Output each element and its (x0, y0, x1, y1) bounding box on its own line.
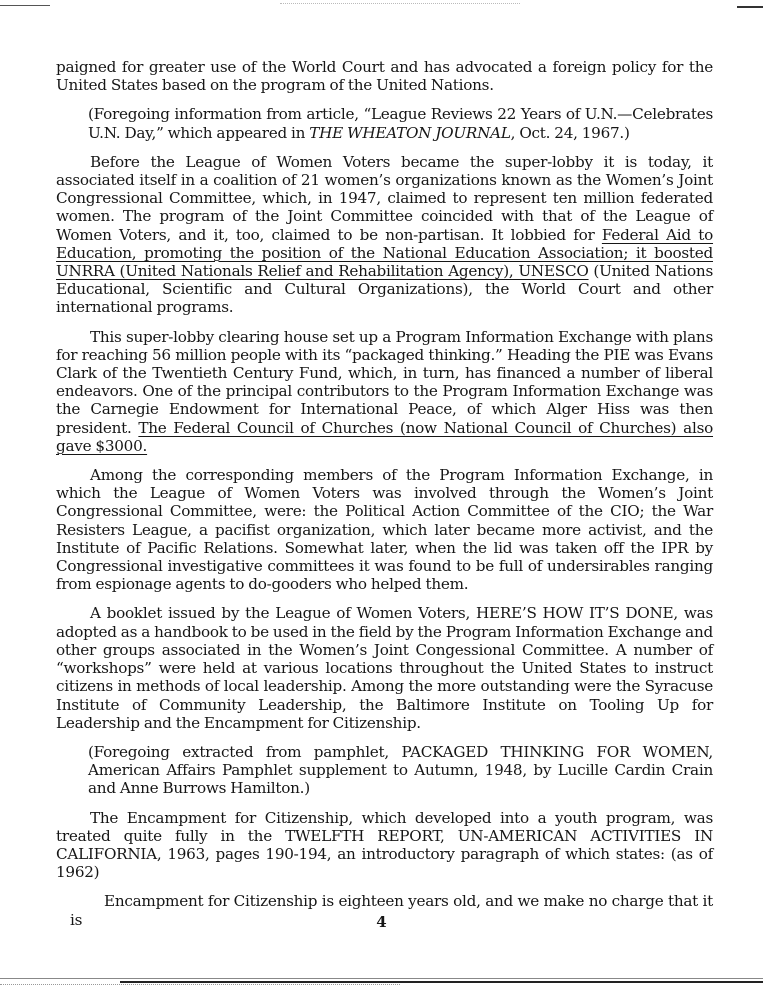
document-body (56, 58, 713, 940)
source-note-pamphlet: (Foregoing extracted from pamphlet, PACKAGED THINKING FOR WOMEN, American Affairs Pamphlet supplement to Autumn, 1948, by Lucille Cardin Crain and Anne Burrows Hamilton.) (88, 742, 713, 798)
paragraph-encampment: The Encampment for Citizenship, which developed into a youth program, was treated quite fully in the TWELFTH REPORT, UN-AMERICAN ACTIVITIES IN CALIFORNIA, 1963, pages 190-194, an introductory paragraph of which states: (as of 1962) (56, 808, 713, 882)
paragraph-corresponding-members: Among the corresponding members of the Program Information Exchange, in which the League of Women Voters was involved through the Women’s Joint Congressional Committee, were: the Political Action Committee of the CIO; the War Resisters League, a pacifist organization, which later became more activist, and the Institute of Pacific Relations. Somewhat later, when the lid was taken off the IPR by Congressional investigative committees it was found to be full of undersirables ranging from espionage agents to do-gooders who helped them. (56, 466, 713, 594)
paragraph-continuation: paigned for greater use of the World Court and has advocated a foreign policy for the United States based on the program of the United Nations. (56, 58, 713, 95)
underlined-passage: Federal Aid to Education, promoting the position of the National Education Association; it boosted UNRRA (United Nationals Relief and Rehabilitation Agency), UNESCO (56, 225, 714, 281)
paragraph-program-information-exchange: This super-lobby clearing house set up a Program Information Exchange with plans for reaching 56 million people with its “packaged thinking.” Heading the PIE was Evans Clark of the Twentieth Century Fund, which, in turn, has financed a number of liberal endeavors. One of the principal contributors to the Program Information Exchange was the Carnegie Endowment for International Peace, of which Alger Hiss was then president. The Federal Council of Churches (now National Council of Churches) also gave $3000. (56, 327, 714, 455)
scan-mark (280, 3, 520, 5)
scan-mark (0, 984, 400, 986)
scan-mark (0, 5, 50, 6)
scan-edge-top (0, 0, 763, 8)
scan-mark (120, 981, 763, 983)
scan-mark (737, 6, 763, 8)
paragraph-booklet: A booklet issued by the League of Women Voters, HERE’S HOW IT’S DONE, was adopted as a handbook to be used in the field by the Program Information Exchange and other groups associated in the Women’s Joint Congessional Committee. A number of “workshops” were held at various locations throughout the United States to instruct citizens in methods of local leadership. Among the more outstanding were the Syracuse Institute of Community Leadership, the Baltimore Institute on Tooling Up for Leadership and the Encampment for Citizenship. (56, 604, 713, 732)
paragraph-quote-start: Encampment for Citizenship is eighteen years old, and we make no charge that it is (70, 892, 713, 929)
page-number: 4 (376, 913, 387, 931)
underlined-passage: The Federal Council of Churches (now National Council of Churches) also gave $3000. (56, 418, 714, 455)
source-note-wheaton: (Foregoing information from article, “League Reviews 22 Years of U.N.—Celebrates U.N. Day,” which appeared in THE WHEATON JOURNAL, Oct. 24, 1967.) (88, 105, 713, 142)
scan-edge-bottom (0, 976, 763, 986)
paragraph-joint-committee: Before the League of Women Voters became the super-lobby it is today, it associated itself in a coalition of 21 women’s organizations known as the Women’s Joint Congressional Committee, which, in 1947, claimed to represent ten million federated women. The program of the Joint Committee coincided with that of the League of Women Voters, and it, too, claimed to be non-partisan. It lobbied for Federal Aid to Education, promoting the position of the National Education Association; it boosted UNRRA (United Nationals Relief and Rehabilitation Agency), UNESCO (United Nations Educational, Scientific and Cultural Organizations), the World Court and other international programs. (56, 152, 714, 317)
publication-title: THE WHEATON JOURNAL (309, 123, 511, 142)
scan-mark (0, 978, 763, 979)
